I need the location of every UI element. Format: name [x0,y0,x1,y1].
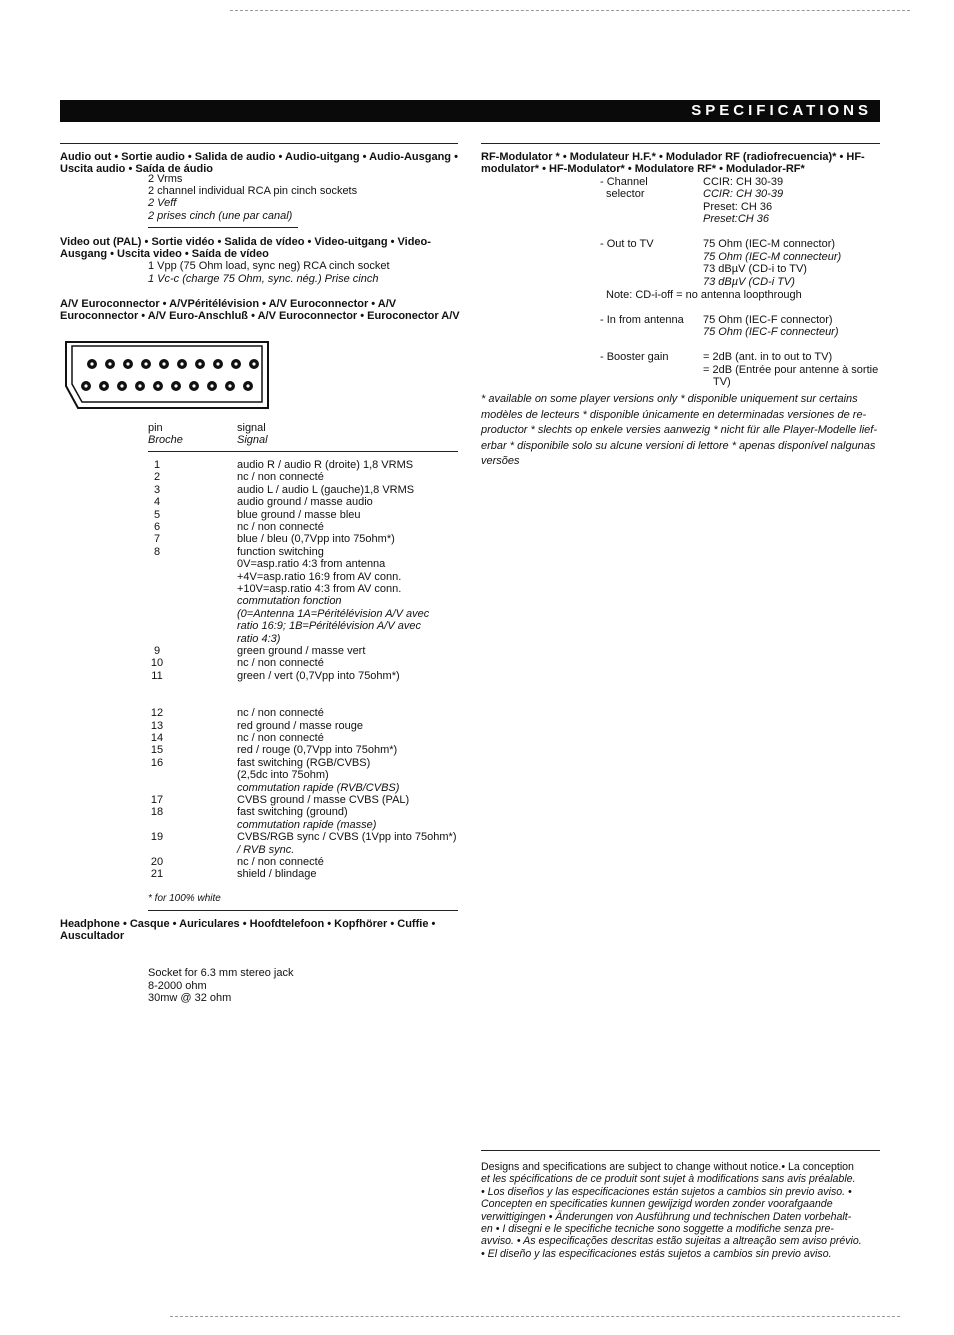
pin-signal: nc / non connecté [237,707,324,720]
pin-signal: nc / non connecté [237,471,324,484]
pin-number: 14 [150,732,164,744]
rf-heading: RF-Modulator * • Modulateur H.F.* • Modulador RF (radiofrecuencia)* • HF-modulator* • HF-Modulator* • Modulatore RF* • Modulador-RF* [481,151,865,176]
pin-signal: audio ground / masse audio [237,496,373,509]
pin-number: 21 [150,868,164,881]
rf-booster-value-1: = 2dB (ant. in to out to TV) [703,351,833,363]
pin-signal: red / rouge (0,7Vpp into 75ohm*) [237,744,398,757]
disclaimer-line-5: verwittigingen • Änderungen von Ausführung und technischen Daten vorbehalt- [481,1210,852,1223]
rf-channel-label-2: selector [606,188,645,200]
banner-title: SPECIFICATIONS [691,102,872,119]
pin-number: 8 [153,545,161,558]
audio-out-line-4: 2 prises cinch (une par canal) [148,210,293,222]
pin-signal: audio L / audio L (gauche)1,8 VRMS [237,483,415,496]
rf-channel-label: - Channel [600,176,648,188]
pin-number: 15 [150,744,164,757]
pin-number: 2 [153,471,161,484]
pin-col-header: pin [148,422,163,434]
video-out-heading: Video out (PAL) • Sortie vidéo • Salida de vídeo • Video-uitgang • Video-Ausgang • Uscita video • Saída de vídeo [60,236,431,261]
pin-signal: fast switching (ground) [237,806,348,819]
pin-table-divider [148,451,458,452]
rf-footnote-line-3: productor * slechts op enkele versies aanwezig * nicht für alle Player-Modelle lief- [481,424,877,436]
audio-out-heading: Audio out • Sortie audio • Salida de audio • Audio-uitgang • Audio-Ausgang • Uscita audio • Saída de áudio [60,151,458,176]
rf-channel-value-3: Preset: CH 36 [703,201,773,213]
divider-headphone [148,910,458,911]
pin-signal: (0=Antenna 1A=Péritélévision A/V avec [237,607,430,620]
rf-channel-value-1: CCIR: CH 30-39 [703,176,784,188]
pin-signal: commutation fonction [237,595,342,608]
video-out-line-1: 1 Vpp (75 Ohm load, sync neg) RCA cinch socket [148,260,390,272]
pin-signal: fast switching (RGB/CVBS) [237,756,371,769]
divider-disclaimer [481,1150,880,1151]
pin-signal: +10V=asp.ratio 4:3 from AV conn. [237,583,402,595]
pin-signal: ratio 4:3) [237,632,281,645]
headphone-heading: Headphone • Casque • Auriculares • Hoofdtelefoon • Kopfhörer • Cuffie • Auscultador [60,918,436,943]
audio-out-line-2: 2 channel individual RCA pin cinch sockets [148,185,358,197]
disclaimer-line-2: et les spécifications de ce produit sont sujet à modifications sans avis préalable. [481,1173,856,1186]
signal-col-header-fr: Signal [237,434,268,446]
disclaimer-line-4: Concepten en specificaties kunnen gewijzigd worden zonder voorafgaande [481,1198,833,1211]
rf-footnote-line-4: erbar * disponibile solo su alcune versioni di lettore * apenas disponível nalgunas [481,439,876,452]
pin-number: 20 [150,856,164,868]
rf-channel-value-2: CCIR: CH 30-39 [703,188,784,200]
pin-signal: blue / bleu (0,7Vpp into 75ohm*) [237,533,395,546]
rf-in-value-2: 75 Ohm (IEC-F connecteur) [703,326,839,338]
pin-signal: commutation rapide (masse) [237,818,377,831]
rf-note: Note: CD-i-off = no antenna loopthrough [606,289,802,301]
rf-footnote-line-2: modèles de lecteurs * disponible únicamente en determinadas versiones de re- [481,408,867,421]
pin-signal: CVBS/RGB sync / CVBS (1Vpp into 75ohm*) [237,831,457,844]
signal-col-header: signal [237,422,266,434]
video-out-line-2: 1 Vc-c (charge 75 Ohm, sync. nég.) Prise cinch [148,273,379,285]
pin-signal: ratio 16:9; 1B=Péritélévision A/V avec [237,620,421,633]
pin-number: 5 [153,508,161,521]
divider-audio [60,143,458,144]
pin-number: 18 [150,806,164,819]
pin-number: 19 [150,831,164,844]
pin-signal: nc / non connecté [237,732,324,744]
rf-in-value-1: 75 Ohm (IEC-F connector) [703,314,833,326]
rf-footnote-line-1: * available on some player versions only * disponible uniquement sur certains [481,393,858,405]
headphone-line-1: Socket for 6.3 mm stereo jack [148,967,294,979]
pin-number: 12 [150,707,164,720]
pin-signal: 0V=asp.ratio 4:3 from antenna [237,558,386,571]
rf-booster-label: - Booster gain [600,351,669,363]
rf-footnote-line-5: versões [481,455,520,467]
pin-number: 10 [150,657,164,670]
rf-out-value-4: 73 dBµV (CD-i TV) [703,276,795,288]
pin-signal: audio R / audio R (droite) 1,8 VRMS [237,459,414,471]
pin-signal: nc / non connecté [237,856,324,868]
pin-signal: blue ground / masse bleu [237,508,361,521]
pin-signal: CVBS ground / masse CVBS (PAL) [237,794,410,806]
av-euro-heading: A/V Euroconnector • A/VPéritélévision • A/V Euroconnector • A/V Euroconnector • A/V Euro-Anschluß • A/V Euroconnector • Euroconector A/V [60,298,460,323]
rf-footnote [481,392,877,470]
rf-out-value-3: 73 dBµV (CD-i to TV) [703,263,807,275]
pin-number: 17 [150,794,164,806]
disclaimer-line-6: en • I disegni e le specifiche tecniche sono soggette a modifiche senza pre- [481,1223,834,1236]
pin-signal: green / vert (0,7Vpp into 75ohm*) [237,669,400,682]
divider-rf [481,143,880,144]
rf-in-label: - In from antenna [600,314,684,326]
pin-signal: commutation rapide (RVB/CVBS) [237,781,400,794]
divider-audio-sub [148,227,298,228]
disclaimer-line-7: avviso. • As especificações descritas estão sujeitas a altreação sem aviso prévio. [481,1235,862,1248]
audio-out-line-3: 2 Veff [148,197,177,209]
pin-signal: (2,5dc into 75ohm) [237,769,329,782]
headphone-line-2: 8-2000 ohm [148,980,207,992]
scan-noise-bottom [170,1316,900,1317]
headphone-line-3: 30mw @ 32 ohm [148,992,232,1004]
pin-table-footnote: * for 100% white [148,893,221,904]
pin-number: 9 [153,645,161,657]
audio-out-line-1: 2 Vrms [148,173,183,185]
rf-booster-value-2: = 2dB (Entrée pour antenne à sortie [703,364,879,376]
pin-signal: nc / non connecté [237,657,324,670]
pin-number: 1 [153,459,161,471]
pin-signal: function switching [237,545,324,558]
pin-signal: green ground / masse vert [237,645,366,657]
rf-out-value-1: 75 Ohm (IEC-M connector) [703,238,836,250]
pin-number: 13 [150,719,164,732]
disclaimer-line-3: • Los diseños y las especificaciones están sujetos a cambios sin previo aviso. • [481,1185,852,1198]
pin-number: 6 [153,521,161,533]
rf-booster-value-3: TV) [713,376,731,388]
pin-signal: shield / blindage [237,868,317,881]
pin-signal: nc / non connecté [237,521,324,533]
pin-col-header-fr: Broche [148,434,183,446]
pin-number: 11 [151,669,163,682]
rf-channel-value-4: Preset:CH 36 [703,213,770,225]
scan-noise-top [230,10,910,11]
scart-connector-diagram [64,340,272,412]
pin-number: 7 [153,533,161,546]
disclaimer-line-8: • El diseño y las especificaciones estás sujetos a cambios sin previo aviso. [481,1247,832,1260]
disclaimer-block [481,1161,862,1260]
pin-signal: / RVB sync. [237,843,295,856]
pin-signal: +4V=asp.ratio 16:9 from AV conn. [237,570,402,583]
rf-out-value-2: 75 Ohm (IEC-M connecteur) [703,251,842,263]
pin-signal: red ground / masse rouge [237,719,363,732]
specifications-banner [60,100,880,122]
pin-number: 4 [153,496,161,509]
pin-number: 3 [153,483,161,496]
disclaimer-line-1: Designs and specifications are subject to change without notice.• La conception [481,1161,854,1173]
rf-out-label: - Out to TV [600,238,654,250]
pin-number: 16 [150,756,164,769]
